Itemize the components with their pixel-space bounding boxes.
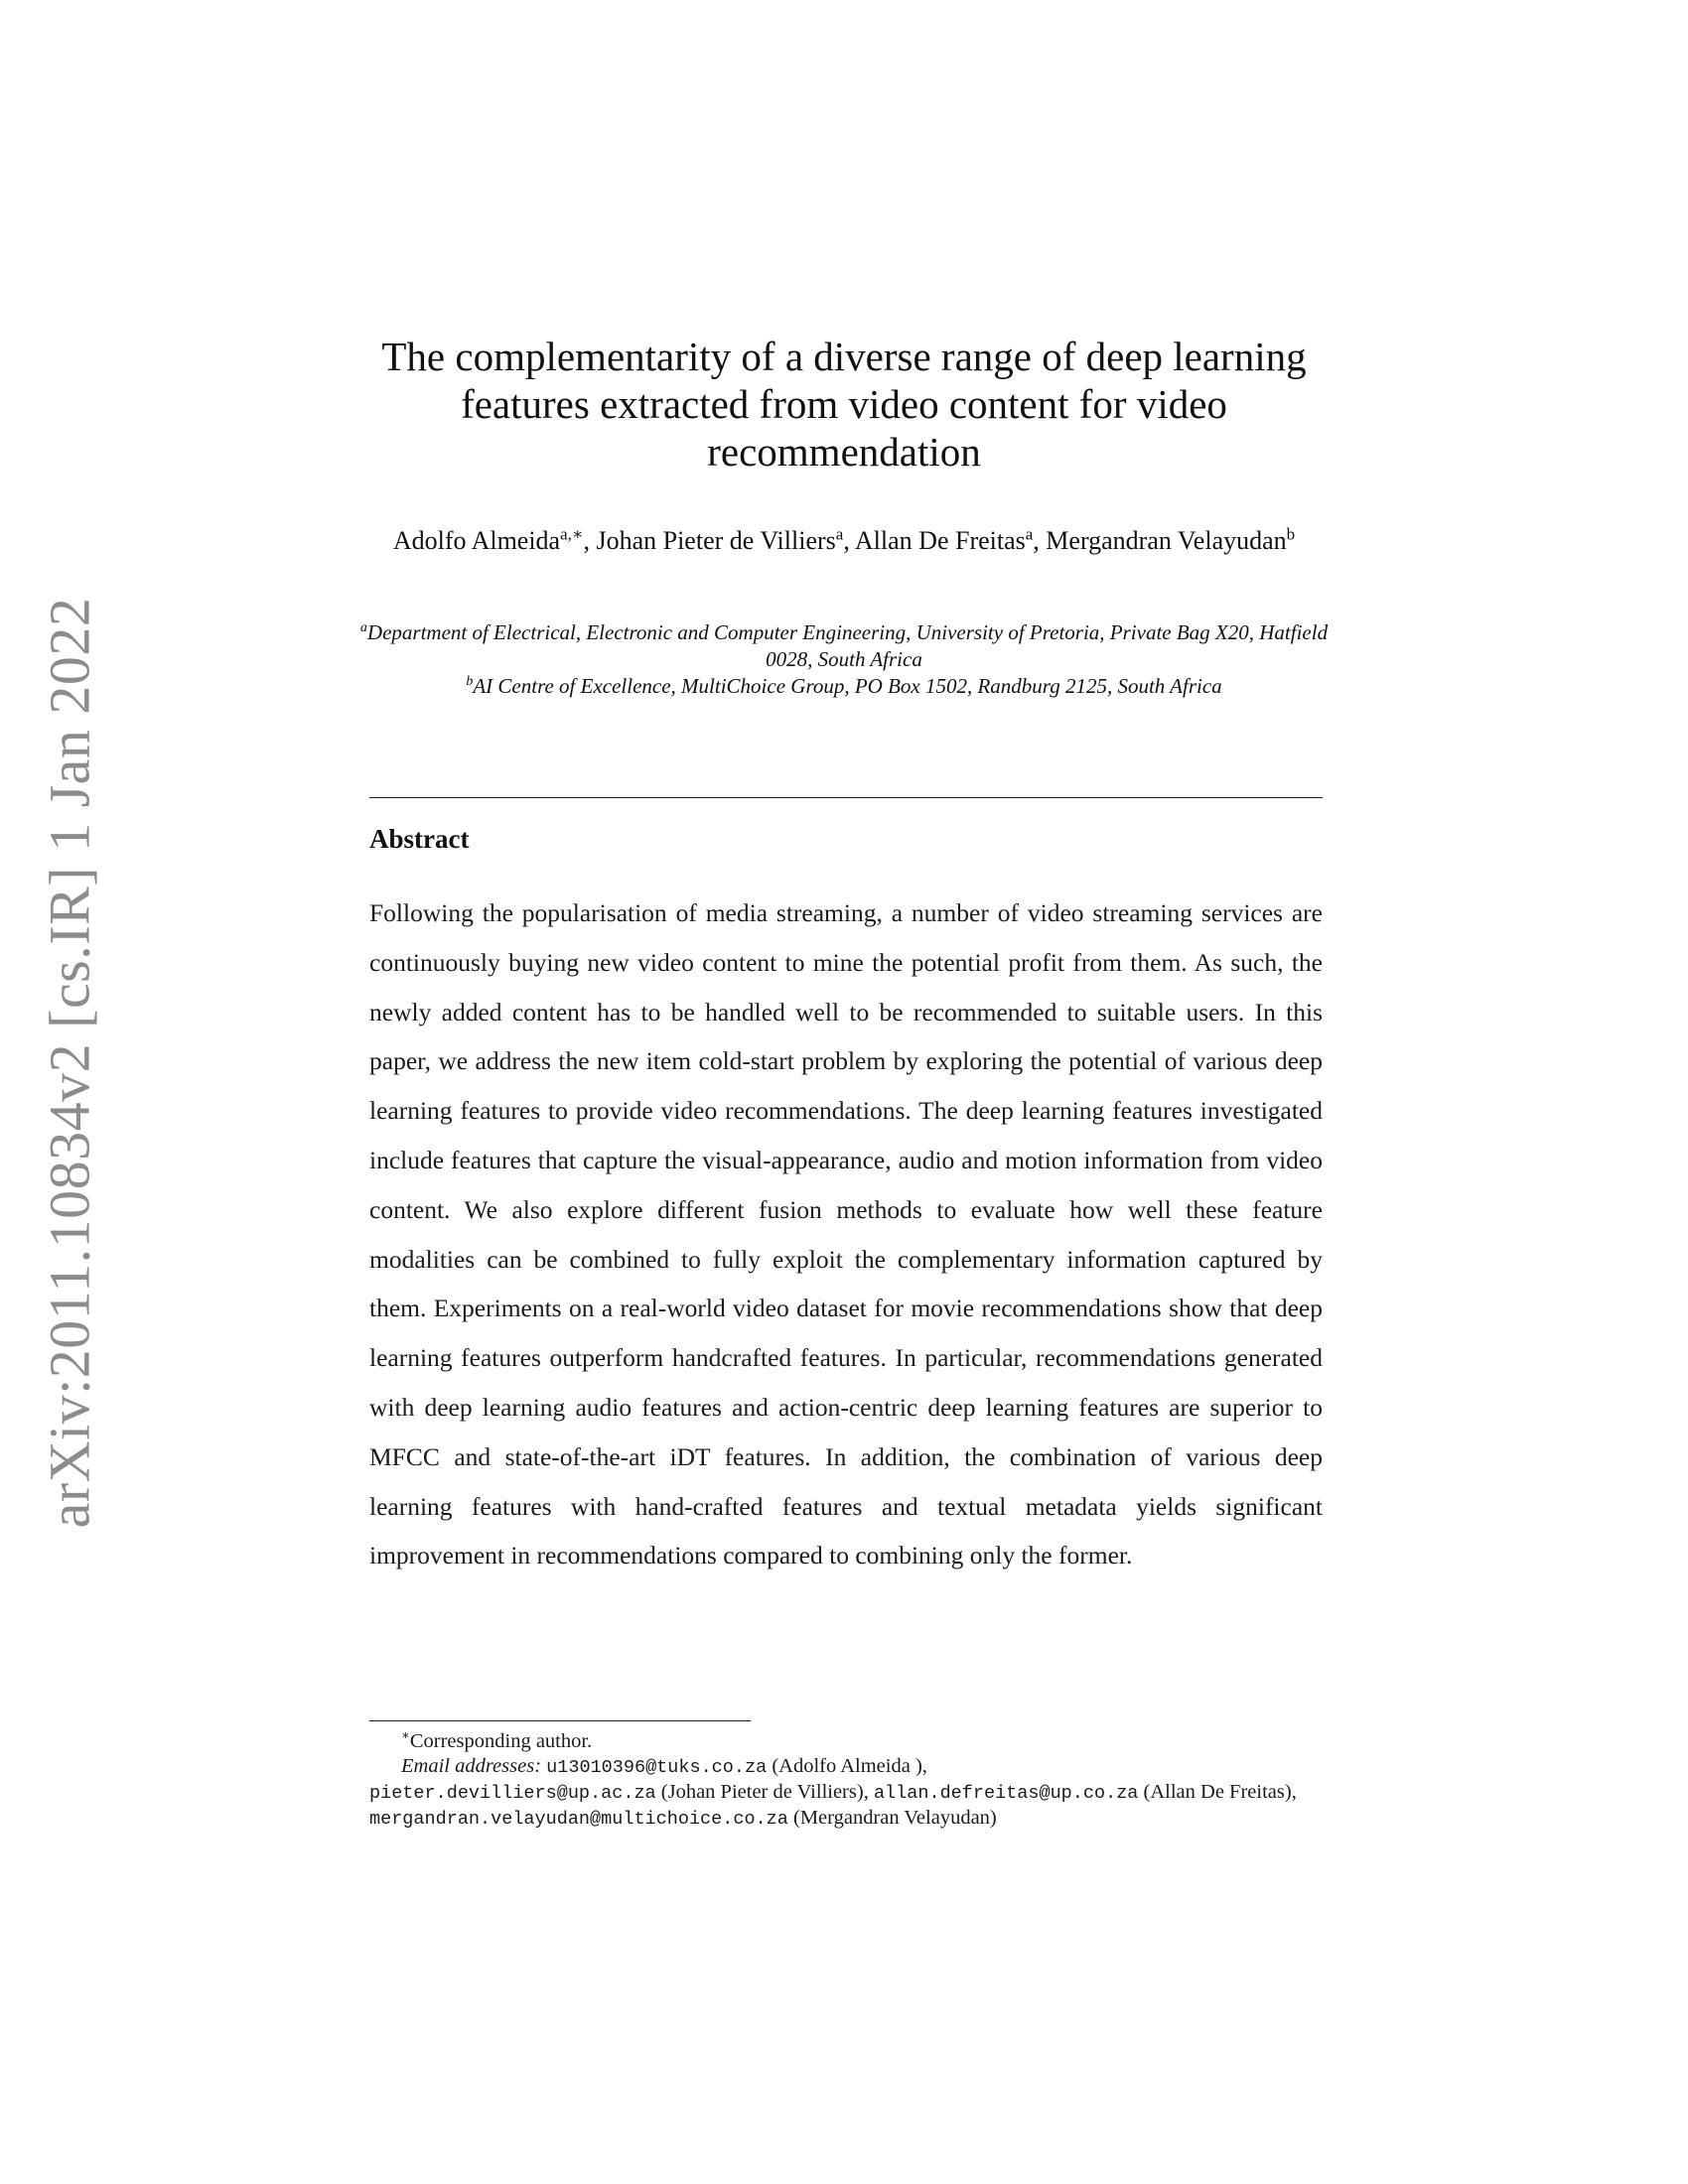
arxiv-stamp-text: arXiv:2011.10834v2 [cs.IR] 1 Jan 2022 xyxy=(37,597,102,1528)
author-separator: , xyxy=(583,526,597,555)
affiliation-mark: a xyxy=(359,620,367,635)
author-separator: , xyxy=(843,526,855,555)
affiliation-b xyxy=(338,673,1350,700)
author-name: Mergandran Velayudan xyxy=(1046,526,1287,555)
author-marks: b xyxy=(1286,524,1296,544)
footnote-divider xyxy=(369,1720,751,1721)
email-link[interactable]: mergandran.velayudan@multichoice.co.za xyxy=(369,1809,788,1830)
email-owner: (Adolfo Almeida ) xyxy=(772,1755,922,1777)
abstract-text: Following the popularisation of media streaming, a number of video streaming services are continuously buying new video content to mine the potential profit from them. As such, the newly added content has to be handled well to be recommended to suitable users. In this paper, we address the new item cold-start problem by exploring the potential of various deep learning features to provide video recommendations. The deep learning features investigated include features that capture the visual-appearance, audio and motion information from video content. We also explore different fusion methods to evaluate how well these feature modalities can be combined to fully exploit the complementary information captured by them. Experiments on a real-world video dataset for movie recommendations show that deep learning features outperform handcrafted features. In particular, recommendations generated with deep learning audio features and action-centric deep learning features are superior to MFCC and state-of-the-art iDT features. In addition, the combination of various deep learning features with hand-crafted features and textual metadata yields significant improvement in recommendations compared to combining only the former. xyxy=(369,898,1323,1570)
corresponding-author-note xyxy=(369,1729,1323,1754)
affiliation-text: Department of Electrical, Electronic and Computer Engineering, University of Pretoria, Private Bag X20, Hatfield 0028, South Africa xyxy=(366,620,1329,671)
abstract-heading: Abstract xyxy=(369,824,470,854)
author-list xyxy=(352,524,1336,557)
affiliation-text: AI Centre of Excellence, MultiChoice Group, PO Box 1502, Randburg 2125, South Africa xyxy=(473,674,1222,698)
email-link[interactable]: pieter.devilliers@up.ac.za xyxy=(369,1783,656,1804)
email-link[interactable]: allan.defreitas@up.co.za xyxy=(873,1783,1139,1804)
author-separator: , xyxy=(1033,526,1047,555)
email-label: Email addresses: xyxy=(401,1755,542,1777)
email-link[interactable]: u13010396@tuks.co.za xyxy=(546,1757,768,1778)
author-name: Allan De Freitas xyxy=(854,526,1026,555)
email-owner: (Johan Pieter de Villiers) xyxy=(660,1781,864,1803)
author-name: Johan Pieter de Villiers xyxy=(596,526,836,555)
footnote-mark: ∗ xyxy=(401,1727,410,1743)
email-addresses-note: Email addresses: u13010396@tuks.co.za (Adolfo Almeida ), xyxy=(401,1755,927,1778)
author-marks: a xyxy=(835,524,844,544)
arxiv-stamp xyxy=(30,597,109,1528)
author-marks: a,∗ xyxy=(560,524,584,544)
author-name: Adolfo Almeida xyxy=(392,526,561,555)
abstract-divider xyxy=(369,797,1323,798)
paper-title: The complementarity of a diverse range of deep learning features extracted from video content for video recommendation xyxy=(381,334,1307,475)
author-marks: a xyxy=(1025,524,1034,544)
footnotes xyxy=(369,1729,1323,1832)
email-owner: (Allan De Freitas) xyxy=(1143,1781,1292,1803)
affiliation-mark: b xyxy=(466,674,474,689)
corresponding-author-text: Corresponding author. xyxy=(409,1730,593,1752)
affiliation-list xyxy=(338,619,1350,700)
email-owner: (Mergandran Velayudan) xyxy=(793,1807,997,1829)
affiliation-a xyxy=(338,619,1350,673)
email-addresses-continued: pieter.devilliers@up.ac.za (Johan Pieter de Villiers), allan.defreitas@up.co.za (Allan De Freitas), mergandran.velayudan@multichoice.co.za (Mergandran Velayudan) xyxy=(369,1781,1297,1830)
